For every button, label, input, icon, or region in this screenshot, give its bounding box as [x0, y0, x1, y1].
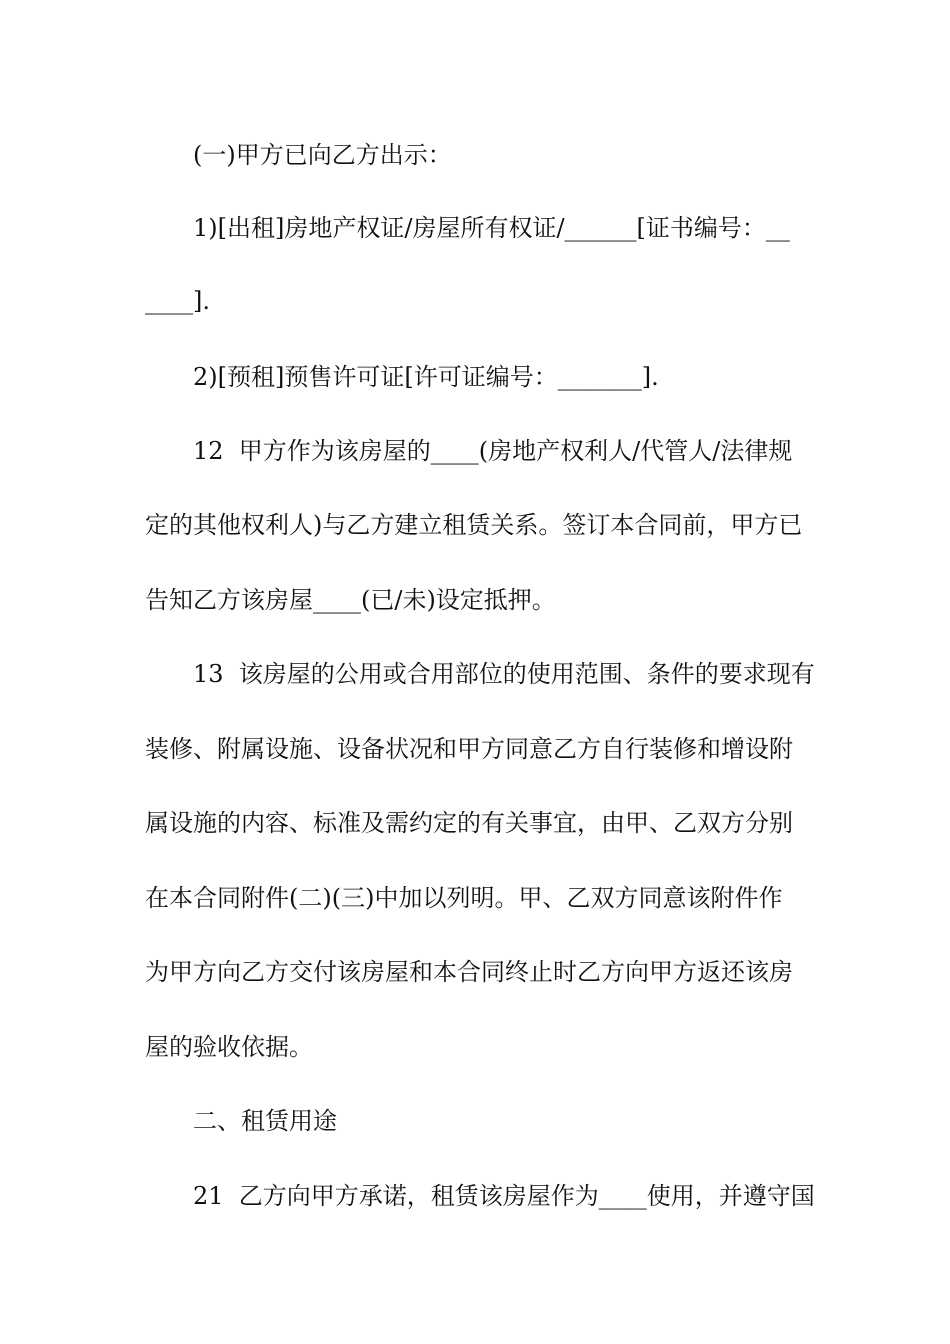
section-2-heading: 二、租赁用途: [193, 1107, 337, 1135]
clause-13-line-6: 屋的验收依据。: [145, 1033, 313, 1061]
clause-12-line-2: 定的其他权利人)与乙方建立租赁关系。签订本合同前，甲方已: [145, 511, 803, 539]
clause-21-line-1: 21 乙方向甲方承诺，租赁该房屋作为____使用，并遵守国: [193, 1182, 815, 1210]
clause-1-item-1-line-1: 1)[出租]房地产权证/房屋所有权证/______[证书编号：__: [193, 214, 790, 242]
clause-1-heading: (一)甲方已向乙方出示：: [193, 141, 452, 169]
clause-13-line-5: 为甲方向乙方交付该房屋和本合同终止时乙方向甲方返还该房: [145, 958, 793, 986]
clause-13-line-2: 装修、附属设施、设备状况和甲方同意乙方自行装修和增设附: [145, 735, 793, 763]
clause-1-item-2: 2)[预租]预售许可证[许可证编号：_______].: [193, 363, 659, 391]
clause-12-line-3: 告知乙方该房屋____(已/未)设定抵押。: [145, 586, 556, 614]
clause-13-line-4: 在本合同附件(二)(三)中加以列明。甲、乙双方同意该附件作: [145, 884, 783, 912]
clause-1-item-1-line-2: ____].: [145, 287, 210, 315]
clause-12-line-1: 12 甲方作为该房屋的____(房地产权利人/代管人/法律规: [193, 437, 793, 465]
clause-13-line-3: 属设施的内容、标准及需约定的有关事宜，由甲、乙双方分别: [145, 809, 793, 837]
clause-13-line-1: 13 该房屋的公用或合用部位的使用范围、条件的要求现有: [193, 660, 815, 688]
